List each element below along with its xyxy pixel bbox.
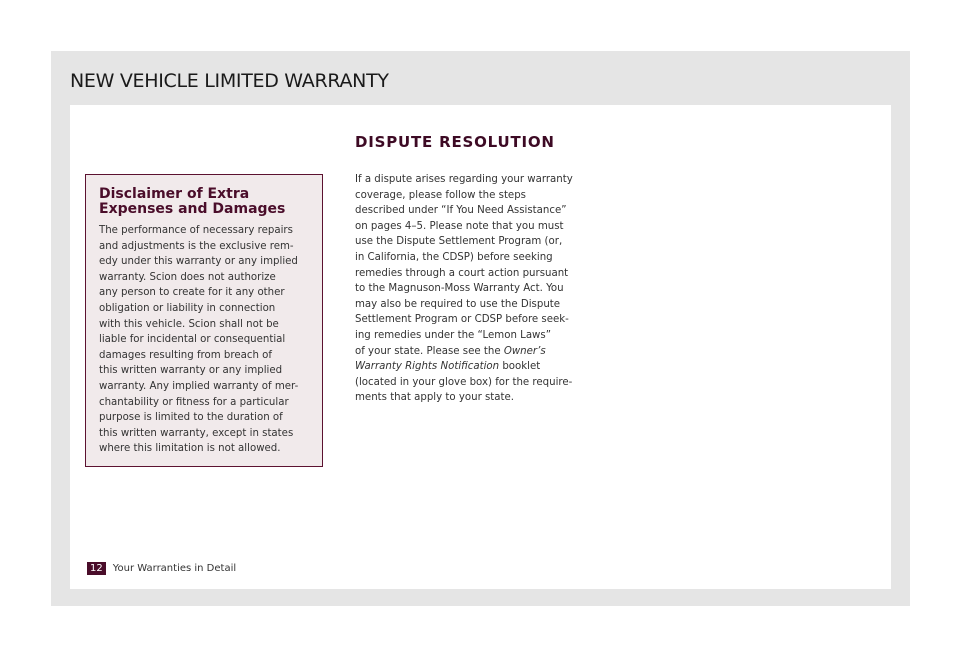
body-line: If a dispute arises regarding your warranty xyxy=(355,174,573,185)
body-line: ments that apply to your state. xyxy=(355,392,515,404)
body-line: described under “If You Need Assistance” xyxy=(355,205,567,217)
page-content xyxy=(70,105,891,589)
booklet-title-part: Warranty Rights Notification xyxy=(355,361,500,373)
body-line: to the Magnuson-Moss Warranty Act. You xyxy=(355,283,564,295)
body-text: of your state. Please see the xyxy=(355,345,504,357)
booklet-title-part: Owner’s xyxy=(503,345,546,357)
body-line: coverage, please follow the steps xyxy=(355,189,526,201)
body-line: (located in your glove box) for the require- xyxy=(355,376,573,388)
body-line xyxy=(355,344,615,360)
body-line xyxy=(355,359,615,375)
body-line: in California, the CDSP) before seeking xyxy=(355,251,553,263)
body-line: ing remedies under the “Lemon Laws” xyxy=(355,329,551,341)
page-footer xyxy=(87,562,236,575)
footer-section-label: Your Warranties in Detail xyxy=(112,563,237,574)
body-line: use the Dispute Settlement Program (or, xyxy=(355,236,563,248)
body-line: Settlement Program or CDSP before seek- xyxy=(355,314,569,326)
section-heading: DISPUTE RESOLUTION xyxy=(355,133,555,151)
sidebar-body: The performance of necessary repairs and adjustments is the exclusive rem- edy under this warranty or any implied warranty. Scion does not authorize any person to create for it any other obligation or liability in connection with this vehicle. Scion shall not be liable for incidental or consequential damages resulting from breach of this written warranty or any implied warranty. Any implied warranty of mer- chantability or fitness for a particular purpose is limited to the duration of this written warranty, except in states where this limitation is not allowed. xyxy=(99,225,299,455)
sidebar-heading: Disclaimer of Extra Expenses and Damages xyxy=(99,186,286,217)
page-frame xyxy=(51,51,910,606)
body-line: may also be required to use the Dispute xyxy=(355,298,561,310)
disclaimer-sidebar xyxy=(85,174,323,467)
body-text: booklet xyxy=(499,361,541,373)
body-line: remedies through a court action pursuant xyxy=(355,267,569,279)
section-body xyxy=(355,172,615,406)
body-line: on pages 4–5. Please note that you must xyxy=(355,220,564,232)
page-header-title: NEW VEHICLE LIMITED WARRANTY xyxy=(70,70,389,92)
page-number: 12 xyxy=(87,562,106,575)
